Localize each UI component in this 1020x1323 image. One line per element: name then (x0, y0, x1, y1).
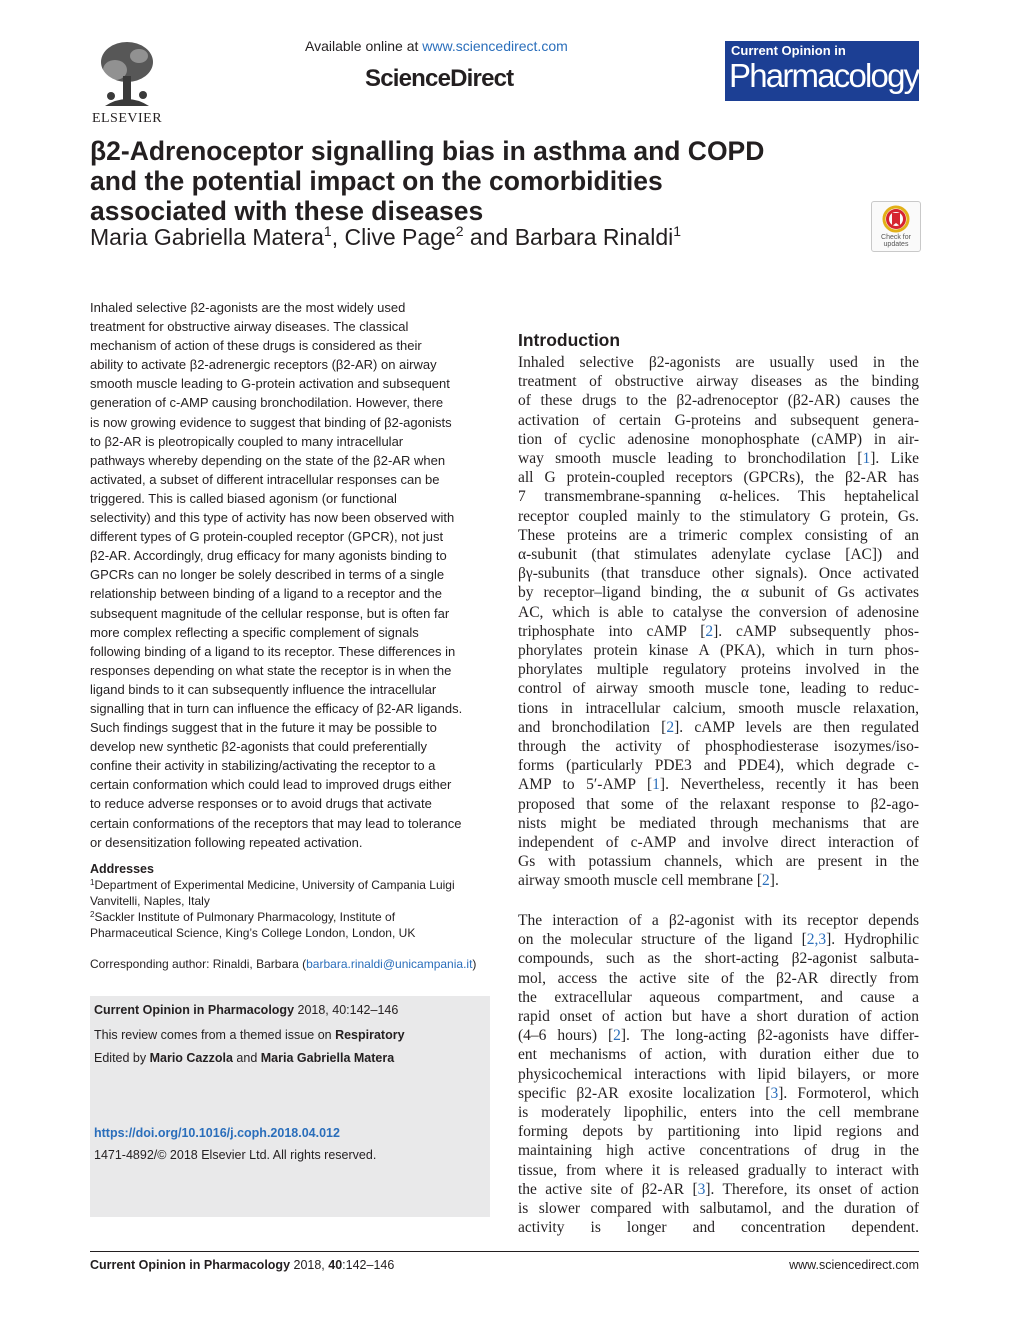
text-line: different types of G protein-coupled receptor (GPCR), not just (90, 529, 444, 545)
text-line: ent mechanisms of action, with duration either due to (518, 1046, 919, 1064)
text-line: certain conformations of the receptors that may lead to tolerance (90, 815, 462, 831)
text-line: responses depending on what state the receptor is in when the (90, 662, 452, 678)
affiliation-number: 1 (90, 878, 95, 887)
footer-journal: Current Opinion in Pharmacology (90, 1258, 291, 1272)
text-line: activation of certain G-proteins and subsequent genera- (518, 411, 919, 429)
text-line: AC, which is able to catalyse the conversion of adenosine (518, 603, 919, 621)
text-line: confine their activity in stabilizing/activating the receptor to a (90, 758, 436, 774)
reference-link[interactable]: 2 (705, 622, 714, 640)
elsevier-logo (88, 40, 166, 130)
text-line: develop new synthetic β2-agonists that could preferentially (90, 739, 428, 755)
text-line: compounds, such as the short-acting β2-agonist salbuta- (518, 950, 919, 968)
address-line: Vanvitelli, Naples, Italy (90, 894, 210, 908)
text-line: phorylates multiple regulatory proteins involved in the (518, 661, 919, 679)
footer-divider (90, 1251, 919, 1252)
text-line: ligand binds to it can subsequently influence the intracellular (90, 681, 437, 697)
introduction-heading: Introduction (518, 330, 621, 350)
text-line: mol, access the active site of the β2-AR directly from (518, 969, 919, 987)
text-line: activated, a subset of different intracellular responses can be (90, 471, 440, 487)
text-line: signalling that in turn can influence the efficacy of β2-AR ligands. (90, 700, 463, 716)
reference-link[interactable]: 2 (613, 1027, 621, 1045)
text-line: specific β2-AR exosite localization [3]. Formoterol, which (518, 1084, 919, 1102)
reference-link[interactable]: 3 (770, 1084, 779, 1102)
affiliation-marker[interactable]: 1 (323, 223, 332, 239)
theme-row: This review comes from a themed issue on Respiratory (94, 1028, 405, 1042)
text-line: all G protein-coupled receptors (GPCRs), the β2-AR has (518, 469, 919, 487)
text-line: subsequent magnitude of the cellular response, but is often far (90, 605, 450, 621)
text-line: treatment of obstructive airway diseases as the binding (518, 373, 919, 391)
journal-name: Current Opinion in Pharmacology (94, 1003, 295, 1017)
text-line: of these drugs to the β2-adrenoceptor (β2-AR) causes the (518, 392, 919, 410)
text-line: and bronchodilation [2]. cAMP levels are then regulated (518, 718, 919, 736)
author-name[interactable]: Clive Page (344, 224, 456, 250)
reference-link[interactable]: 3 (697, 1180, 706, 1198)
text-line: triphosphate into cAMP [2]. cAMP subsequently phos- (518, 622, 919, 640)
text-line: through the activity of phosphodiesterase isozymes/iso- (518, 738, 919, 756)
text-line: certain conformation which could lead to improved drugs either (90, 777, 452, 793)
text-line: treatment for obstructive airway diseases. The classical (90, 319, 409, 335)
text-line: pathways whereby depending on the state of the β2-AR when (90, 452, 446, 468)
reference-link[interactable]: 1 (862, 450, 871, 468)
editor-name[interactable]: Maria Gabriella Matera (260, 1051, 395, 1065)
text-line: nists might be mediated through mechanisms that are (518, 814, 919, 832)
introduction-paragraph-1 (518, 353, 919, 891)
text-line: ability to activate β2-adrenergic receptors (β2-AR) on airway (90, 357, 437, 373)
affiliation-number: 2 (90, 910, 95, 919)
reference-link[interactable]: 2 (762, 872, 770, 890)
available-prefix: Available online at (305, 38, 423, 54)
title-line: associated with these diseases (90, 196, 484, 226)
text-line: following binding of a ligand to its receptor. These differences in (90, 643, 456, 659)
text-line: independent of c-AMP and involve direct interaction of (518, 834, 919, 852)
text-line: forming depots by partitioning into lipid regions and (518, 1123, 919, 1141)
text-line: Inhaled selective β2-agonists are the most widely used (90, 300, 406, 315)
text-line: physicochemical interactions with lipid bilayers, or more (518, 1065, 919, 1083)
text-line: mechanism of action of these drugs is considered as their (90, 338, 422, 354)
footer-volume: 40 (328, 1258, 343, 1272)
text-line: control of airway smooth muscle tone, leading to reduc- (518, 680, 919, 698)
text-line: tion of cyclic adenosine monophosphate (cAMP) in air- (518, 430, 919, 448)
text-line: forms (particularly PDE3 and PDE4), which degrade c- (518, 757, 919, 775)
text-line: β2-AR. Accordingly, drug efficacy for many agonists binding to (90, 548, 447, 564)
text-line: relationship between binding of a ligand to a receptor and the (90, 586, 442, 602)
author-separator: and (463, 224, 515, 250)
available-online (305, 38, 568, 54)
text-line: the extracellular aqueous compartment, and cause a (518, 988, 919, 1006)
author-name[interactable]: Barbara Rinaldi (514, 224, 674, 250)
author-name[interactable]: Maria Gabriella Matera (90, 224, 324, 250)
addresses-heading: Addresses (90, 862, 154, 876)
text-line: GPCRs can no longer be solely described in terms of a single (90, 567, 445, 583)
author-separator: , (331, 224, 345, 250)
addresses (90, 861, 490, 941)
corresponding-author: Corresponding author: Rinaldi, Barbara (barbara.rinaldi@unicampania.it) (90, 957, 477, 971)
text-line: is moderately lipophilic, enters into the cell membrane (518, 1104, 919, 1122)
text-line: more complex reflecting a specific complement of signals (90, 624, 419, 640)
sciencedirect-brand: ScienceDirect (365, 65, 514, 92)
address-line: $^2$Sackler Institute of Pulmonary Pharmacology, Institute of (90, 910, 396, 924)
text-line: tissue, from where it is released gradually to interact with (518, 1161, 919, 1179)
affiliation-marker[interactable]: 2 (455, 223, 464, 239)
article-info-box (90, 996, 490, 1217)
text-line: receptor coupled mainly to the stimulatory G protein, Gs. (518, 507, 919, 525)
text-line: generation of c-AMP causing bronchodilation. However, there (90, 395, 444, 411)
check-for-updates-button[interactable] (871, 201, 921, 252)
text-line: to reduce adverse responses or to avoid drugs that activate (90, 796, 432, 812)
abstract (90, 298, 490, 852)
text-line: AMP to 5′-AMP [1]. Nevertheless, recently it has been (518, 776, 919, 794)
elsevier-tree-icon (97, 40, 157, 108)
journal-logo-line1: Current Opinion in (731, 43, 846, 58)
journal-logo (725, 41, 919, 101)
reference-link[interactable]: 2,3 (806, 931, 827, 949)
text-line: Gs with potassium channels, which are present in the (518, 853, 919, 871)
journal-logo-line2: Pharmacology (729, 57, 919, 94)
text-line: The interaction of a β2-agonist with its receptor depends (518, 912, 919, 929)
text-line: βγ-subunits (that transduce other signals). Once activated (518, 565, 919, 583)
title-line: and the potential impact on the comorbidities (90, 166, 663, 196)
text-line: tions in intracellular calcium, smooth muscle relaxation, (518, 699, 919, 717)
text-line: proposed that some of the relaxant response to β2-ago- (518, 795, 919, 813)
text-line: by receptor–ligand binding, the α subunit of Gs activates (518, 584, 919, 602)
elsevier-wordmark: ELSEVIER (91, 111, 163, 126)
text-line: α-subunit (that stimulates adenylate cyclase [AC]) and (518, 546, 919, 564)
copyright: 1471-4892/© 2018 Elsevier Ltd. All rights reserved. (94, 1148, 377, 1162)
text-line: way smooth muscle leading to bronchodilation [1]. Like (518, 450, 919, 468)
text-line: Inhaled selective β2-agonists are usually used in the (518, 354, 919, 371)
check-updates-label: Check for updates (881, 234, 911, 248)
text-line: or desensitization following repeated activation. (90, 834, 363, 850)
sciencedirect-link[interactable]: www.sciencedirect.com (422, 38, 568, 54)
text-line: activity is longer and concentration dependent. (518, 1219, 919, 1237)
text-line: smooth muscle leading to G-protein activation and subsequent (90, 376, 450, 392)
text-line: 7 transmembrane-spanning α-helices. This heptahelical (518, 488, 919, 506)
text-line: on the molecular structure of the ligand [2,3]. Hydrophilic (518, 931, 919, 949)
text-line: airway smooth muscle cell membrane [2]. (518, 872, 779, 890)
theme-link[interactable]: Respiratory (335, 1028, 405, 1042)
text-line: triggered. This is called biased agonism (or functional (90, 490, 397, 506)
address-line: $^1$Department of Experimental Medicine, University of Campania Luigi (90, 878, 455, 892)
text-line: Such findings suggest that in the future it may be possible to (90, 720, 437, 736)
text-line: (4–6 hours) [2]. The long-acting β2-agonists have differ- (518, 1027, 919, 1045)
author-list (90, 224, 681, 251)
corresponding-email-link[interactable]: barbara.rinaldi@unicampania.it (306, 957, 473, 971)
title-line: β2-Adrenoceptor signalling bias in asthma and COPD (90, 136, 765, 166)
text-line: to β2-AR is pleotropically coupled to many intracellular (90, 433, 404, 449)
affiliation-marker[interactable]: 1 (673, 223, 682, 239)
text-line: maintaining high active concentrations of drug in the (518, 1142, 919, 1160)
editors-row: Edited by Mario Cazzola and Maria Gabriella Matera (94, 1051, 395, 1065)
text-line: is slower compared with salbutamol, and the duration of (518, 1200, 919, 1218)
editor-name[interactable]: Mario Cazzola (149, 1051, 233, 1065)
reference-link[interactable]: 2 (666, 718, 675, 736)
reference-link[interactable]: 1 (652, 776, 660, 794)
introduction-paragraph-2 (518, 911, 919, 1237)
check-updates-icon (882, 205, 910, 233)
text-line: These proteins are a trimeric complex consisting of an (518, 526, 919, 544)
doi-link[interactable]: https://doi.org/10.1016/j.coph.2018.04.012 (94, 1126, 340, 1140)
text-line: phorylates protein kinase A (PKA), which in turn phos- (518, 642, 919, 660)
citation: 2018, 40:142–146 (294, 1003, 399, 1017)
text-line: the active site of β2-AR [3]. Therefore, its onset of action (518, 1180, 919, 1198)
doi-row (94, 1126, 340, 1140)
text-line: is now growing evidence to suggest that binding of β2-agonists (90, 414, 452, 430)
citation-row (94, 1003, 398, 1017)
article-title (90, 136, 810, 226)
footer-citation: Current Opinion in Pharmacology 2018, 40:142–146 (90, 1258, 395, 1272)
footer-url[interactable]: www.sciencedirect.com (789, 1258, 919, 1272)
address-line: Pharmaceutical Science, King’s College London, London, UK (90, 926, 416, 940)
text-line: selectivity) and this type of activity has now been observed with (90, 510, 455, 526)
text-line: rapid onset of action but have a short duration of action (518, 1008, 919, 1026)
